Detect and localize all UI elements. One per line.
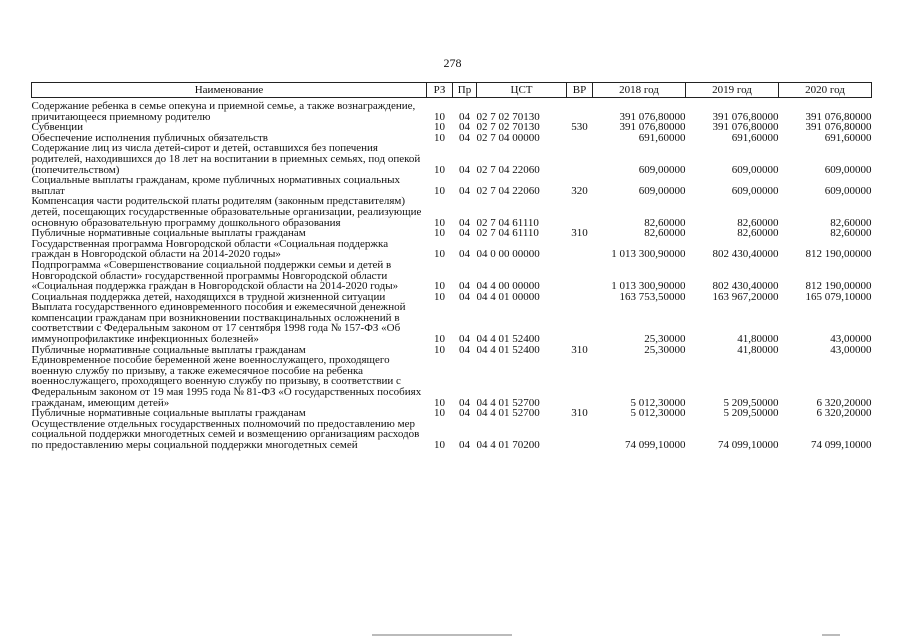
row-value-2020: 812 190,00000 [805,280,872,293]
col-header-rz: РЗ [427,83,453,98]
row-value-2020: 82,60000 [830,227,872,240]
row-cst: 04 0 00 00000 [476,248,540,261]
row-cst: 02 7 04 22060 [476,184,540,197]
row-pr: 04 [459,343,470,356]
row-vr: 530 [571,121,588,134]
row-value-2018: 82,60000 [644,227,686,240]
row-value-2020: 609,00000 [824,184,872,197]
row-pr: 04 [459,216,470,229]
row-rz: 10 [434,216,445,229]
row-vr: 310 [571,343,588,356]
scan-artifact [822,634,840,636]
row-pr: 04 [459,163,470,176]
row-vr [567,292,593,303]
table-header-row [32,83,872,98]
row-value-2018: 82,60000 [644,216,686,229]
row-cst: 02 7 02 70130 [476,110,540,123]
row-rz: 10 [434,131,445,144]
row-pr: 04 [459,280,470,293]
row-cst: 02 7 04 00000 [476,131,540,144]
row-rz: 10 [434,110,445,123]
row-value-2019: 391 076,80000 [712,121,779,134]
row-vr: 320 [571,184,588,197]
row-value-2019: 41,80000 [737,333,779,346]
row-value-2018: 391 076,80000 [619,110,686,123]
row-value-2019: 391 076,80000 [712,110,779,123]
row-name: Обеспечение исполнения публичных обязательств [31,131,269,144]
row-vr [567,302,593,344]
row-name: Содержание ребенка в семье опекуна и приемной семье, а также вознаграждение, причитающееся приемному родителю [31,100,416,123]
row-cst: 02 7 02 70130 [476,121,540,134]
row-cst: 04 4 00 00000 [476,280,540,293]
row-value-2020: 609,00000 [824,163,872,176]
table-row [32,419,872,451]
row-cst: 04 4 01 52400 [476,343,540,356]
row-vr [567,260,593,292]
row-value-2019: 691,60000 [731,131,779,144]
row-value-2020: 43,00000 [830,333,872,346]
row-value-2018: 5 012,30000 [630,396,686,409]
row-cst: 04 4 01 52700 [476,407,540,420]
row-rz: 10 [434,290,445,303]
row-vr [567,133,593,144]
row-pr: 04 [459,407,470,420]
row-rz: 10 [434,280,445,293]
row-name: Публичные нормативные социальные выплаты гражданам [31,343,306,356]
row-pr: 04 [459,333,470,346]
row-value-2020: 165 079,10000 [805,290,872,303]
row-pr: 04 [459,227,470,240]
row-name: Социальные выплаты гражданам, кроме публичных нормативных социальных выплат [31,174,400,197]
row-value-2020: 74 099,10000 [811,439,872,451]
row-cst: 04 4 01 52400 [476,333,540,346]
table-row [32,239,872,260]
row-value-2020: 391 076,80000 [805,121,872,134]
row-value-2018: 391 076,80000 [619,121,686,134]
row-value-2019: 5 209,50000 [723,407,779,420]
row-value-2020: 812 190,00000 [805,248,872,261]
row-cst: 02 7 04 61110 [476,227,539,240]
col-header-name: Наименование [32,83,427,98]
table-row [32,355,872,408]
col-header-2020: 2020 год [779,83,872,98]
row-name: Содержание лиц из числа детей-сирот и детей, оставшихся без попечения родителей, находившихся до 18 лет на воспитании в приемных семьях, под опекой (попечительством) [31,142,421,176]
row-name: Социальная поддержка детей, находящихся в трудной жизненной ситуации [31,290,386,303]
row-value-2020: 6 320,20000 [816,407,872,420]
row-value-2019: 41,80000 [737,343,779,356]
row-value-2020: 6 320,20000 [816,396,872,409]
col-header-pr: Пр [453,83,477,98]
row-value-2018: 25,30000 [644,333,686,346]
row-pr: 04 [459,110,470,123]
row-vr [567,143,593,175]
row-rz: 10 [434,227,445,240]
row-value-2018: 163 753,50000 [619,290,686,303]
row-name: Публичные нормативные социальные выплаты гражданам [31,407,306,420]
table-row [32,143,872,175]
row-name: Компенсация части родительской платы родителям (законным представителям) детей, посещающих государственные образовательные организации, реализующие основную образовательную программу дошкольного образования [31,195,422,229]
row-value-2018: 691,60000 [638,131,686,144]
row-cst: 04 4 01 00000 [476,290,540,303]
row-value-2019: 82,60000 [737,216,779,229]
row-value-2018: 5 012,30000 [630,407,686,420]
row-value-2019: 802 430,40000 [712,248,779,261]
row-value-2019: 609,00000 [731,184,779,197]
row-value-2019: 163 967,20000 [712,290,779,303]
row-vr: 310 [571,407,588,420]
row-vr [567,196,593,228]
table-row [32,196,872,228]
row-rz: 10 [434,439,445,451]
row-value-2019: 802 430,40000 [712,280,779,293]
row-pr: 04 [459,248,470,261]
col-header-2019: 2019 год [686,83,779,98]
row-pr: 04 [459,184,470,197]
row-value-2018: 25,30000 [644,343,686,356]
row-name: Публичные нормативные социальные выплаты гражданам [31,227,306,240]
row-vr: 310 [571,227,588,240]
row-pr: 04 [459,396,470,409]
row-pr: 04 [459,439,470,451]
row-value-2019: 74 099,10000 [718,439,779,451]
row-rz: 10 [434,396,445,409]
row-vr [567,419,593,451]
col-header-vr: ВР [567,83,593,98]
row-name: Единовременное пособие беременной жене военнослужащего, проходящего военную службу по призыву, а также ежемесячное пособие на ребенка военнослужащего, проходящего военную службу по призыву, в соответствии с Федеральным законом от 19 мая 1995 года № 81-ФЗ «О государственных пособиях гражданам, имеющим детей» [31,354,422,409]
row-rz: 10 [434,184,445,197]
row-pr: 04 [459,131,470,144]
row-name: Осуществление отдельных государственных полномочий по предоставлению мер социальной поддержки многодетных семей и возмещению организациям расходов по предоставлению меры социальной поддержки многодетных семей [31,417,420,451]
row-vr [567,355,593,408]
row-name: Субвенции [31,121,84,134]
budget-table [31,82,872,451]
row-value-2020: 391 076,80000 [805,110,872,123]
table-row [32,260,872,292]
row-value-2018: 1 013 300,90000 [611,248,686,261]
row-rz: 10 [434,248,445,261]
col-header-cst: ЦСТ [477,83,567,98]
row-rz: 10 [434,121,445,134]
row-rz: 10 [434,333,445,346]
row-name: Выплата государственного единовременного пособия и ежемесячной денежной компенсации гражданам при возникновении поствакцинальных осложнений в соответствии с Федеральным законом от 17 сентября 1998 года № 157-ФЗ «Об иммунопрофилактике инфекционных болезней» [31,301,406,346]
table-row [32,101,872,122]
row-value-2018: 609,00000 [638,163,686,176]
row-pr: 04 [459,290,470,303]
row-vr [567,239,593,260]
row-cst: 04 4 01 70200 [476,439,540,451]
row-rz: 10 [434,407,445,420]
row-name: Подпрограмма «Совершенствование социальной поддержки семьи и детей в Новгородской области» государственной программы Новгородской области «Социальная поддержка граждан в Новгородской области на 2014-2020 годы» [31,258,399,293]
row-cst: 02 7 04 22060 [476,163,540,176]
row-value-2019: 82,60000 [737,227,779,240]
table-row [32,302,872,344]
row-cst: 04 4 01 52700 [476,396,540,409]
row-value-2020: 82,60000 [830,216,872,229]
row-rz: 10 [434,163,445,176]
row-name: Государственная программа Новгородской области «Социальная поддержка граждан в Новгородской области на 2014-2020 годы» [31,237,389,261]
table-row [32,175,872,196]
row-rz: 10 [434,343,445,356]
col-header-2018: 2018 год [593,83,686,98]
row-pr: 04 [459,121,470,134]
scan-artifact [372,634,512,636]
row-value-2018: 74 099,10000 [625,439,686,451]
row-value-2020: 691,60000 [824,131,872,144]
row-cst: 02 7 04 61110 [476,216,539,229]
row-value-2019: 609,00000 [731,163,779,176]
row-value-2019: 5 209,50000 [723,396,779,409]
page-number: 278 [443,56,462,70]
row-value-2018: 1 013 300,90000 [611,280,686,293]
row-value-2020: 43,00000 [830,343,872,356]
row-value-2018: 609,00000 [638,184,686,197]
row-vr [567,101,593,122]
